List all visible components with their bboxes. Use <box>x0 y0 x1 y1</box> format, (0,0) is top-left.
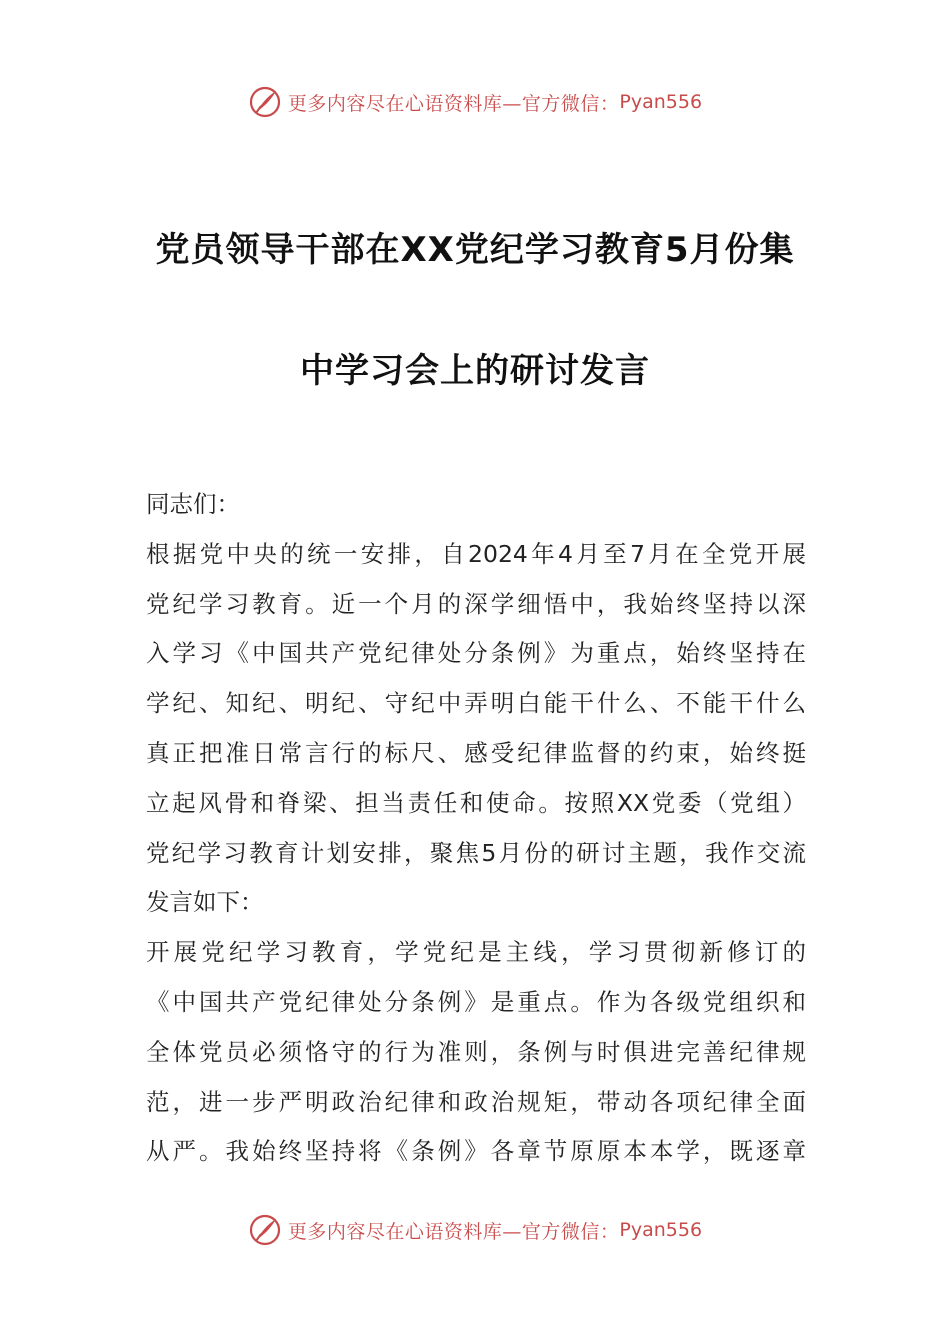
body-line: 全体党员必须恪守的行为准则，条例与时俱进完善纪律规 <box>146 1037 806 1066</box>
body-line: 范，进一步严明政治纪律和政治规矩，带动各项纪律全面 <box>146 1087 806 1116</box>
watermark-wechat-id: Pyan556 <box>619 1219 703 1241</box>
body-line: 发言如下： <box>146 888 264 917</box>
quill-pen-icon <box>248 85 282 119</box>
document-title-line-1: 党员领导干部在XX党纪学习教育5月份集 <box>155 230 795 270</box>
body-line: 入学习《中国共产党纪律处分条例》为重点，始终坚持在 <box>146 639 806 668</box>
quill-pen-icon <box>248 1213 282 1247</box>
body-line: 党纪学习教育计划安排，聚焦5月份的研讨主题，我作交流 <box>146 838 806 867</box>
salutation: 同志们： <box>146 490 240 518</box>
watermark-text: 更多内容尽在心语资料库—官方微信： <box>287 1220 620 1243</box>
body-line: 从严。我始终坚持将《条例》各章节原原本本学，既逐章 <box>146 1137 806 1166</box>
document-title-line-2: 中学习会上的研讨发言 <box>300 351 650 391</box>
watermark-footer <box>0 1210 950 1250</box>
body-line: 学纪、知纪、明纪、守纪中弄明白能干什么、不能干什么 <box>146 689 806 718</box>
watermark-header <box>0 82 950 122</box>
watermark-wechat-id: Pyan556 <box>619 91 703 113</box>
body-line: 真正把准日常言行的标尺、感受纪律监督的约束，始终挺 <box>146 738 806 767</box>
document-body <box>146 480 806 1177</box>
body-line: 根据党中央的统一安排，自2024年4月至7月在全党开展 <box>146 539 806 568</box>
body-line: 立起风骨和脊梁、担当责任和使命。按照XX党委（党组） <box>146 788 806 817</box>
watermark-text: 更多内容尽在心语资料库—官方微信： <box>287 92 620 115</box>
body-line: 党纪学习教育。近一个月的深学细悟中，我始终坚持以深 <box>146 589 806 618</box>
body-line: 《中国共产党纪律处分条例》是重点。作为各级党组织和 <box>146 987 806 1016</box>
body-line: 开展党纪学习教育，学党纪是主线，学习贯彻新修订的 <box>146 938 806 967</box>
